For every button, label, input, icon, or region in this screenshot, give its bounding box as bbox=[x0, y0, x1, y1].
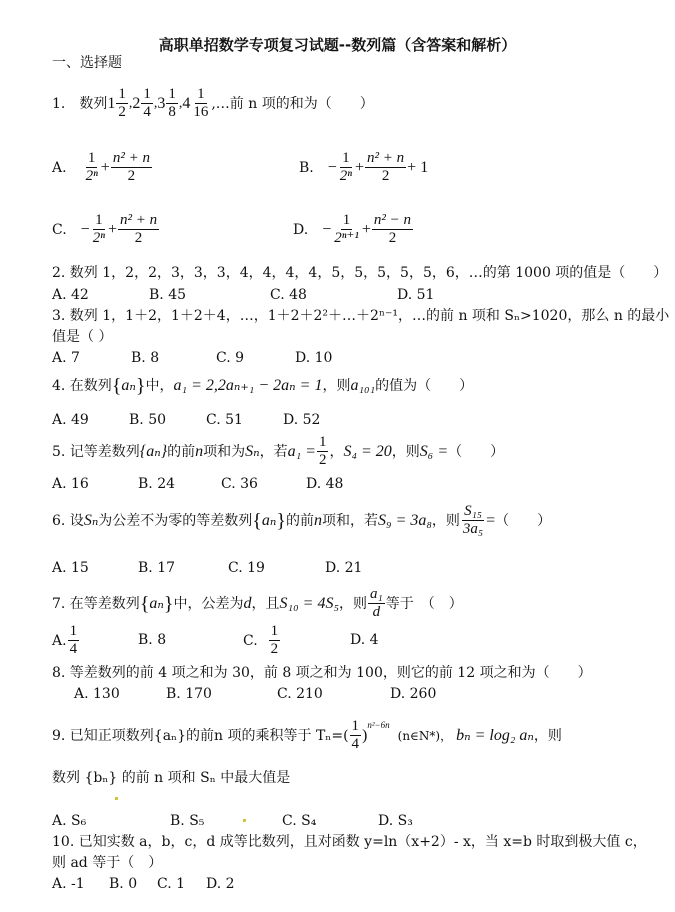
q8-option-b: B. 170 bbox=[166, 686, 212, 702]
q1-c-frac1-den: 2ⁿ bbox=[92, 230, 105, 246]
q6-option-c: C. 19 bbox=[228, 560, 265, 576]
q6-option-a: A. 15 bbox=[52, 560, 89, 576]
q5-mid2: 项和为 bbox=[203, 443, 246, 460]
q5-frac-num: 1 bbox=[318, 434, 327, 450]
q1-b-frac1-den: 2ⁿ bbox=[339, 168, 353, 184]
q2-option-b: B. 45 bbox=[149, 287, 187, 303]
q5-s4: S₄ = 20 bbox=[343, 442, 392, 460]
q1-b-frac2-den: 2 bbox=[381, 168, 390, 184]
q9-pre: 9. 已知正项数列{aₙ}的前n 项的乘积等于 Tₙ=( bbox=[52, 727, 349, 744]
q9-condition: (n∈N*)， bbox=[397, 728, 453, 743]
q6-option-d: D. 21 bbox=[325, 560, 363, 576]
q1-c-frac2-num: n² + n bbox=[119, 212, 158, 228]
q7-mid: 中，公差为 bbox=[173, 595, 244, 612]
q3-option-b: B. 8 bbox=[131, 350, 160, 366]
q3-option-d: D. 10 bbox=[295, 350, 333, 366]
q1-d-plus: + bbox=[361, 220, 371, 238]
q1-d-minus: − bbox=[322, 220, 332, 238]
q4-option-c: C. 51 bbox=[206, 412, 243, 428]
q7-option-b: B. 8 bbox=[138, 632, 167, 648]
q1-a-frac2-num: n² + n bbox=[112, 150, 150, 166]
q8-option-a: A. 130 bbox=[74, 686, 120, 702]
q9-option-b: B. S₅ bbox=[170, 813, 205, 829]
q4-target: a₁₀₁ bbox=[350, 377, 376, 394]
q1-d-label: D. bbox=[293, 221, 309, 238]
q5-mid3: ，若 bbox=[259, 443, 288, 460]
q5-option-c: C. 36 bbox=[221, 476, 258, 492]
q1-a-frac1-num: 1 bbox=[87, 150, 96, 166]
q1-a-frac2-den: 2 bbox=[127, 168, 136, 184]
q5-a1: a₁ = bbox=[287, 442, 316, 460]
q5-option-d: D. 48 bbox=[306, 476, 344, 492]
q1-c-label: C. bbox=[52, 221, 67, 238]
q1-sep: , bbox=[178, 95, 183, 111]
q5-n: n bbox=[195, 442, 204, 460]
question-9-stem-cont: 数列 {bₙ} 的前 n 项和 Sₙ 中最大值是 bbox=[52, 770, 291, 786]
q4-option-d: D. 52 bbox=[283, 412, 321, 428]
q6-end: （ ） bbox=[495, 512, 552, 529]
q5-mid4: ， bbox=[329, 443, 344, 460]
q7-option-d: D. 4 bbox=[350, 632, 379, 648]
q1-option-b bbox=[299, 150, 428, 185]
q1-sep: , bbox=[128, 95, 133, 111]
question-5-stem bbox=[52, 434, 504, 469]
q1-mixed-3-den: 8 bbox=[168, 104, 176, 120]
q6-mid2: 的前 bbox=[286, 512, 314, 529]
q10-option-c: C. 1 bbox=[157, 876, 186, 892]
q9-frac-num: 1 bbox=[351, 718, 360, 734]
question-7-stem bbox=[52, 586, 463, 621]
q6-frac-num: S₁₅ bbox=[464, 503, 482, 519]
q1-c-plus: + bbox=[107, 220, 117, 238]
question-2-stem: 2. 数列 1，2，2，3，3，3，4，4，4，4，5，5，5，5，5，6，…的第 1000 项的值是（ ） bbox=[52, 265, 668, 281]
q1-a-frac1-den: 2ⁿ bbox=[85, 168, 98, 184]
q5-mid5: ，则 bbox=[391, 443, 420, 460]
q4-brace-close: } bbox=[135, 375, 146, 397]
q6-sn: Sₙ bbox=[83, 511, 99, 529]
q5-option-b: B. 24 bbox=[138, 476, 176, 492]
q1-mixed-3-whole: 3 bbox=[157, 94, 166, 112]
q4-pre: 4. 在数列 bbox=[52, 378, 112, 394]
question-10-stem-cont: 则 ad 等于（ ） bbox=[52, 855, 163, 871]
q7-a-num: 1 bbox=[69, 623, 78, 639]
q6-brace-open: { bbox=[252, 509, 262, 532]
stray-dot-mark bbox=[243, 819, 246, 822]
q1-tail: ,…前 n 项的和为（ ） bbox=[211, 95, 374, 112]
q1-option-d bbox=[293, 212, 414, 247]
q7-pre: 7. 在等差数列 bbox=[52, 595, 140, 612]
q9-option-c: C. S₄ bbox=[282, 813, 317, 829]
question-6-stem bbox=[52, 503, 551, 538]
q4-end: 的值为（ ） bbox=[375, 378, 474, 394]
q4-brace-open: { bbox=[111, 375, 122, 397]
question-4-stem bbox=[52, 375, 474, 397]
q1-mixed-3-num: 1 bbox=[168, 86, 176, 102]
q9-paren-close: ) bbox=[362, 726, 368, 744]
q7-a-label: A. bbox=[52, 632, 67, 649]
q1-option-c bbox=[52, 212, 160, 247]
q9-exponent: n²−6n bbox=[367, 719, 390, 730]
q5-frac-den: 2 bbox=[318, 452, 327, 468]
q6-option-b: B. 17 bbox=[138, 560, 176, 576]
q10-option-a: A. -1 bbox=[52, 876, 85, 892]
section-heading: 一、选择题 bbox=[52, 55, 122, 71]
q4-condition: a₁ = 2,2aₙ₊₁ − 2aₙ = 1 bbox=[173, 377, 323, 394]
q1-mixed-1-den: 2 bbox=[118, 104, 126, 120]
q6-brace-close: } bbox=[276, 509, 286, 532]
q7-option-a bbox=[52, 623, 80, 658]
q7-brace-open: { bbox=[139, 592, 150, 615]
q1-sep: , bbox=[153, 95, 158, 111]
q10-option-d: D. 2 bbox=[206, 876, 235, 892]
q7-option-c bbox=[243, 623, 281, 658]
q7-c-den: 2 bbox=[270, 641, 279, 657]
question-3-stem: 3. 数列 1，1＋2，1＋2＋4，…，1＋2＋2²＋…＋2ⁿ⁻¹，…的前 n 项和 Sₙ>1020，那么 n 的最小 bbox=[52, 308, 670, 324]
question-10-stem: 10. 已知实数 a，b，c，d 成等比数列，且对函数 y=ln（x+2）- x，当 x=b 时取到极大值 c， bbox=[52, 834, 647, 850]
q1-a-plus: + bbox=[100, 158, 110, 176]
q9-frac-den: 4 bbox=[351, 736, 360, 752]
q7-brace-close: } bbox=[163, 592, 174, 615]
q8-option-d: D. 260 bbox=[390, 686, 437, 702]
q4-mid: 中， bbox=[145, 378, 174, 394]
q7-mid3: ，则 bbox=[339, 595, 367, 612]
q1-mixed-4-whole: 4 bbox=[182, 94, 191, 112]
q1-mixed-2-den: 4 bbox=[143, 104, 151, 120]
q1-label: 1. 数列 bbox=[52, 95, 108, 112]
q7-condition: S₁₀ = 4S₅ bbox=[279, 594, 339, 612]
q6-condition: S₉ = 3a₈ bbox=[378, 511, 432, 529]
page-title: 高职单招数学专项复习试题--数列篇（含答案和解析） bbox=[158, 36, 517, 54]
q6-n: n bbox=[314, 511, 322, 529]
q6-mid4: ，则 bbox=[431, 512, 460, 529]
q6-frac-den: 3a₅ bbox=[462, 521, 484, 537]
q1-c-minus: − bbox=[80, 220, 90, 238]
question-3-stem-cont: 值是（ ） bbox=[52, 329, 113, 345]
q6-equals: = bbox=[486, 511, 496, 529]
q1-b-plus: + bbox=[355, 158, 365, 176]
question-8-stem: 8. 等差数列的前 4 项之和为 30，前 8 项之和为 100，则它的前 12 项之和为（ ） bbox=[52, 665, 592, 681]
q5-option-a: A. 16 bbox=[52, 476, 89, 492]
q7-a-den: 4 bbox=[69, 641, 78, 657]
q4-seq: aₙ bbox=[121, 377, 136, 394]
q1-option-a bbox=[52, 150, 153, 185]
q7-c-num: 1 bbox=[270, 623, 279, 639]
q3-option-c: C. 9 bbox=[216, 350, 245, 366]
q5-mid: 的前 bbox=[167, 443, 196, 460]
q7-d: d bbox=[243, 594, 252, 612]
q7-frac-den: d bbox=[372, 604, 381, 620]
question-9-stem bbox=[52, 718, 562, 753]
q6-mid3: 项和，若 bbox=[322, 512, 378, 529]
q7-seq: aₙ bbox=[149, 594, 164, 612]
q5-pre: 5. 记等差数列 bbox=[52, 443, 140, 460]
q6-pre: 6. 设 bbox=[52, 512, 84, 529]
q2-option-c: C. 48 bbox=[270, 287, 307, 303]
q9-option-d: D. S₃ bbox=[378, 813, 413, 829]
q1-d-frac2-den: 2 bbox=[388, 230, 397, 246]
question-1-stem bbox=[52, 86, 374, 121]
q5-s6: S₆ = bbox=[419, 442, 449, 460]
q5-sn: Sₙ bbox=[245, 442, 260, 460]
q3-option-a: A. 7 bbox=[52, 350, 80, 366]
q1-c-frac1-num: 1 bbox=[95, 212, 103, 228]
q1-mixed-2-whole: 2 bbox=[132, 94, 141, 112]
q6-seq: aₙ bbox=[261, 511, 277, 529]
q1-b-frac1-num: 1 bbox=[342, 150, 350, 166]
q5-end: （ ） bbox=[448, 443, 505, 460]
q8-option-c: C. 210 bbox=[277, 686, 323, 702]
q7-end: 等于 （ ） bbox=[385, 595, 463, 612]
q1-a-label: A. bbox=[52, 159, 67, 176]
q4-option-b: B. 50 bbox=[129, 412, 167, 428]
q1-b-label: B. bbox=[299, 159, 314, 176]
q7-c-label: C. bbox=[243, 632, 258, 649]
q1-mixed-1-num: 1 bbox=[118, 86, 126, 102]
q1-d-frac1-num: 1 bbox=[342, 212, 351, 228]
q9-bn: bₙ = log₂ aₙ bbox=[456, 726, 534, 744]
q2-option-a: A. 42 bbox=[52, 287, 89, 303]
q1-b-minus: − bbox=[327, 158, 337, 176]
q1-c-frac2-den: 2 bbox=[134, 230, 143, 246]
q1-mixed-2-num: 1 bbox=[143, 86, 151, 102]
q1-d-frac1-den: 2ⁿ⁺¹ bbox=[334, 230, 359, 246]
q1-mixed-4-num: 1 bbox=[197, 86, 205, 102]
q6-mid: 为公差不为零的等差数列 bbox=[98, 512, 253, 529]
q1-b-tail: + 1 bbox=[407, 158, 429, 176]
q7-mid2: ，且 bbox=[251, 595, 280, 612]
q4-option-a: A. 49 bbox=[52, 412, 89, 428]
q2-option-d: D. 51 bbox=[397, 287, 435, 303]
q9-end: ，则 bbox=[533, 727, 562, 744]
q1-b-frac2-num: n² + n bbox=[367, 150, 405, 166]
q9-option-a: A. S₆ bbox=[52, 813, 87, 829]
q10-option-b: B. 0 bbox=[109, 876, 138, 892]
q4-post: ，则 bbox=[322, 378, 351, 394]
q7-frac-num: a₁ bbox=[370, 586, 383, 602]
q1-mixed-4-den: 16 bbox=[193, 104, 209, 120]
q5-seq: {aₙ} bbox=[139, 442, 168, 460]
q1-mixed-1-whole: 1 bbox=[107, 94, 116, 112]
q1-d-frac2-num: n² − n bbox=[373, 212, 412, 228]
stray-dot-mark bbox=[115, 797, 118, 800]
